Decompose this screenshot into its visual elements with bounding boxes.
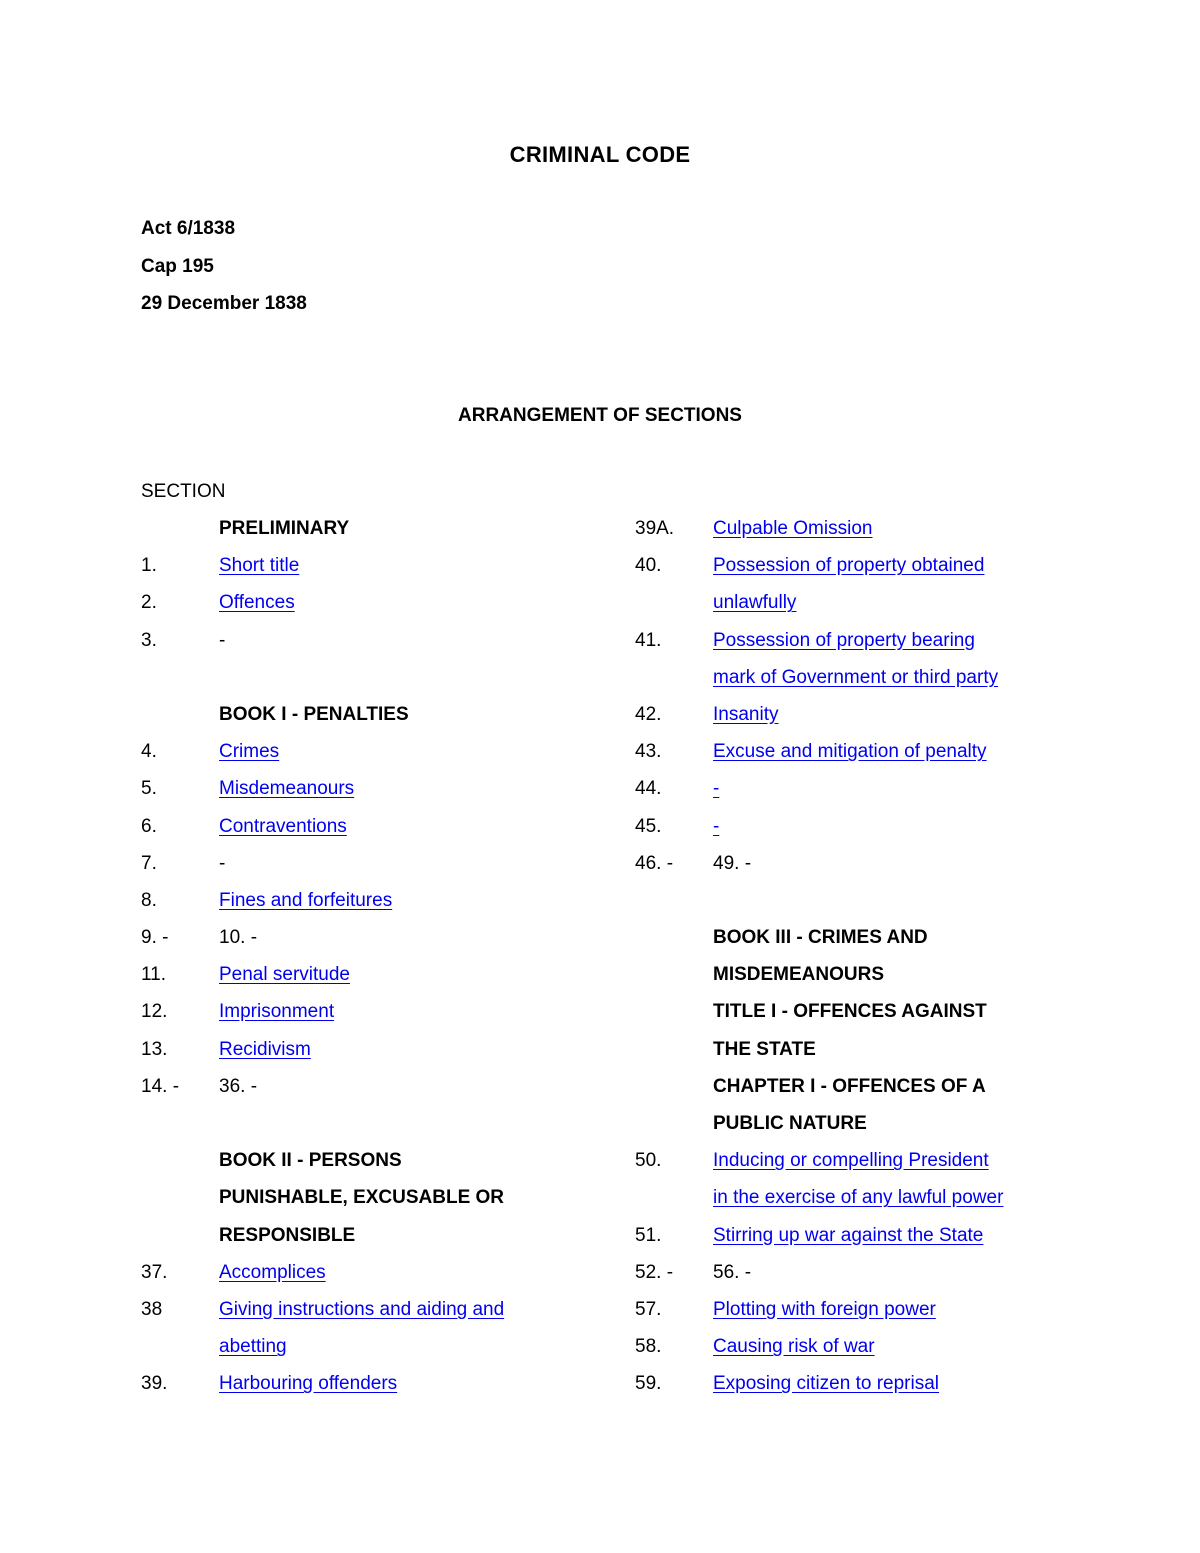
toc-row [141, 1105, 581, 1142]
section-link[interactable]: Harbouring offenders [219, 1373, 398, 1395]
section-number: 44. [635, 778, 662, 800]
section-link[interactable]: Inducing or compelling President [713, 1150, 989, 1172]
section-number: 41. [635, 629, 662, 651]
toc-row [141, 956, 581, 993]
section-heading: BOOK III - CRIMES AND [713, 927, 928, 949]
section-number: 2. [141, 592, 157, 614]
toc-row [635, 956, 1075, 993]
toc-row [141, 993, 581, 1030]
toc-row [635, 845, 1075, 882]
section-number: 38 [141, 1298, 163, 1320]
section-link[interactable]: Giving instructions and aiding and [219, 1298, 505, 1320]
toc-row [635, 1328, 1075, 1365]
toc-row [635, 808, 1075, 845]
toc-row [141, 919, 581, 956]
toc-row [635, 1142, 1075, 1179]
toc-row [635, 993, 1075, 1030]
toc-row [635, 1031, 1075, 1068]
right-column [635, 510, 1075, 1403]
toc-row [635, 547, 1075, 584]
section-number: 12. [141, 1001, 168, 1023]
section-label: SECTION [141, 481, 226, 502]
section-link[interactable]: Fines and forfeitures [219, 889, 393, 911]
section-link[interactable]: - [713, 815, 720, 837]
section-number: 57. [635, 1298, 662, 1320]
section-number: 9. - [141, 927, 169, 949]
section-text: 49. - [713, 852, 752, 874]
toc-row [635, 659, 1075, 696]
section-number: 40. [635, 555, 662, 577]
toc-row [141, 510, 581, 547]
toc-row [141, 1031, 581, 1068]
section-number: 8. [141, 889, 157, 911]
section-link[interactable]: Possession of property obtained [713, 555, 985, 577]
toc-row [141, 547, 581, 584]
section-number: 46. - [635, 852, 674, 874]
toc-row [141, 622, 581, 659]
toc-row [635, 622, 1075, 659]
section-heading: TITLE I - OFFENCES AGAINST [713, 1001, 987, 1023]
section-number: 11. [141, 964, 167, 986]
section-text: - [219, 629, 226, 651]
section-number: 39. [141, 1373, 168, 1395]
section-heading: BOOK II - PERSONS [219, 1150, 402, 1172]
section-heading: CHAPTER I - OFFENCES OF A [713, 1075, 986, 1097]
section-link[interactable]: Stirring up war against the State [713, 1224, 984, 1246]
toc-row [635, 584, 1075, 621]
toc-row [141, 1142, 581, 1179]
section-number: 5. [141, 778, 157, 800]
section-link[interactable]: Insanity [713, 703, 779, 725]
section-link[interactable]: abetting [219, 1336, 287, 1358]
toc-row [141, 845, 581, 882]
toc-row [141, 696, 581, 733]
section-heading: THE STATE [713, 1038, 816, 1060]
section-link[interactable]: Excuse and mitigation of penalty [713, 741, 987, 763]
toc-row [635, 1179, 1075, 1216]
toc-row [141, 882, 581, 919]
section-number: 50. [635, 1150, 662, 1172]
toc-row [635, 1217, 1075, 1254]
toc-row [635, 733, 1075, 770]
section-number: 42. [635, 703, 662, 725]
section-link[interactable]: mark of Government or third party [713, 666, 999, 688]
toc-row [141, 808, 581, 845]
section-heading: BOOK I - PENALTIES [219, 703, 409, 725]
section-link[interactable]: Misdemeanours [219, 778, 355, 800]
toc-row [635, 1105, 1075, 1142]
section-link[interactable]: Penal servitude [219, 964, 350, 986]
section-link[interactable]: Offences [219, 592, 295, 614]
section-number: 51. [635, 1224, 662, 1246]
section-number: 14. - [141, 1075, 180, 1097]
section-link[interactable]: Causing risk of war [713, 1336, 875, 1358]
section-text: - [219, 852, 226, 874]
section-number: 45. [635, 815, 662, 837]
toc-row [141, 584, 581, 621]
section-link[interactable]: Recidivism [219, 1038, 311, 1060]
toc-row [635, 1068, 1075, 1105]
toc-row [141, 1068, 581, 1105]
toc-row [141, 733, 581, 770]
section-text: 56. - [713, 1261, 752, 1283]
section-link[interactable]: - [713, 778, 720, 800]
section-heading: PRELIMINARY [219, 518, 350, 539]
toc-row [141, 1217, 581, 1254]
section-link[interactable]: Culpable Omission [713, 518, 873, 539]
section-heading: MISDEMEANOURS [713, 964, 885, 986]
toc-row [635, 882, 1075, 919]
toc-row [141, 1328, 581, 1365]
toc-row [141, 1291, 581, 1328]
section-link[interactable]: Short title [219, 555, 300, 577]
section-number: 13. [141, 1038, 168, 1060]
section-text: 10. - [219, 927, 258, 949]
section-link[interactable]: Plotting with foreign power [713, 1298, 936, 1320]
section-link[interactable]: Contraventions [219, 815, 347, 837]
section-heading: PUNISHABLE, EXCUSABLE OR [219, 1187, 505, 1209]
section-link[interactable]: Exposing citizen to reprisal [713, 1373, 939, 1395]
toc-row [141, 1254, 581, 1291]
section-number: 39A. [635, 518, 675, 539]
section-number: 37. [141, 1261, 168, 1283]
section-number: 3. [141, 629, 157, 651]
section-link[interactable]: Accomplices [219, 1261, 326, 1283]
left-column [141, 510, 581, 1403]
section-link[interactable]: Crimes [219, 741, 280, 763]
section-number: 59. [635, 1373, 662, 1395]
toc-row [635, 770, 1075, 807]
toc-row [141, 1179, 581, 1216]
toc-row [635, 696, 1075, 733]
document-title: CRIMINAL CODE [509, 142, 691, 167]
section-link[interactable]: in the exercise of any lawful power [713, 1187, 1004, 1209]
toc-row [141, 770, 581, 807]
toc-row [635, 919, 1075, 956]
section-number: 43. [635, 741, 662, 763]
section-heading: PUBLIC NATURE [713, 1113, 867, 1134]
act-number: Act 6/1838 [141, 218, 236, 239]
section-heading: RESPONSIBLE [219, 1224, 356, 1246]
toc-row [635, 1365, 1075, 1402]
toc-row [635, 510, 1075, 547]
section-text: 36. - [219, 1075, 258, 1097]
section-number: 7. [141, 852, 157, 874]
section-number: 1. [141, 555, 157, 577]
arrangement-heading: ARRANGEMENT OF SECTIONS [458, 405, 742, 426]
section-number: 52. - [635, 1261, 674, 1283]
toc-row [141, 659, 581, 696]
section-number: 6. [141, 815, 157, 837]
section-number: 58. [635, 1336, 662, 1358]
section-number: 4. [141, 741, 157, 763]
cap-number: Cap 195 [141, 256, 214, 277]
section-link[interactable]: Imprisonment [219, 1001, 335, 1023]
toc-row [635, 1254, 1075, 1291]
toc-row [141, 1365, 581, 1402]
enactment-date: 29 December 1838 [141, 293, 307, 314]
toc-row [635, 1291, 1075, 1328]
section-link[interactable]: Possession of property bearing [713, 629, 975, 651]
section-link[interactable]: unlawfully [713, 592, 797, 614]
